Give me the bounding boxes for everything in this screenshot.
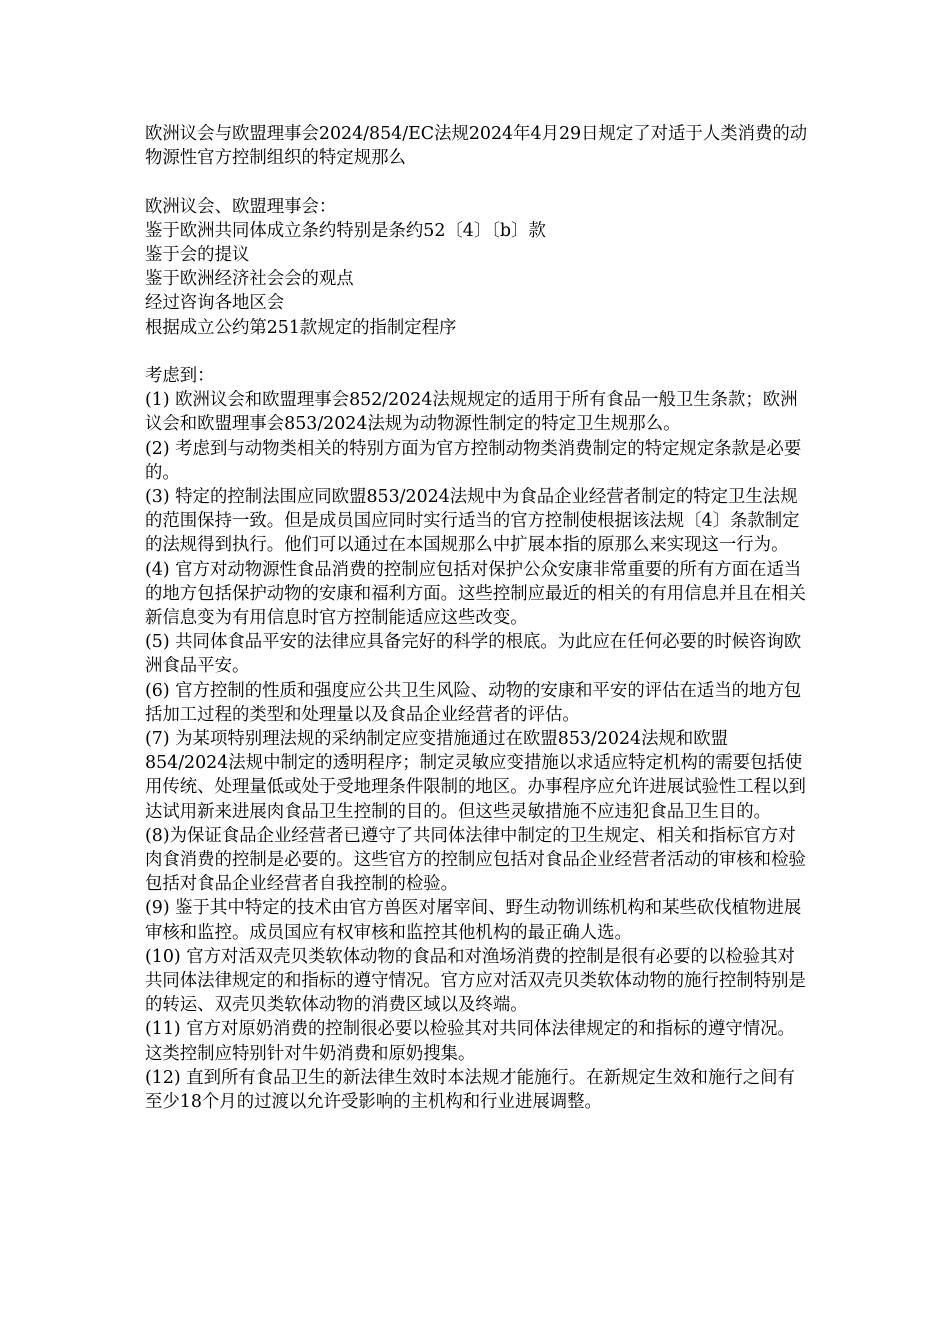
consideration-item: (1) 欧洲议会和欧盟理事会852/2024法规规定的适用于所有食品一般卫生条款；欧洲议会和欧盟理事会853/2024法规为动物源性制定的特定卫生规那么。: [145, 390, 798, 435]
consideration-item: (5) 共同体食品平安的法律应具备完好的科学的根底。为此应在任何必要的时候咨询欧洲食品平安。: [145, 632, 802, 677]
document-page: [145, 122, 810, 1114]
document-title: 欧洲议会与欧盟理事会2024/854/EC法规2024年4月29日规定了对适于人类消费的动物源性官方控制组织的特定规那么: [145, 124, 808, 169]
preamble-line: 鉴于会的提议: [145, 245, 250, 265]
preamble: [145, 195, 810, 340]
consideration-item: (7) 为某项特别理法规的采纳制定应变措施通过在欧盟853/2024法规和欧盟854/2024法规中制定的透明程序；制定灵敏应变措施以求适应特定机构的需要包括使用传统、处理量低或处于受地理条件限制的地区。办事程序应允许进展试验性工程以到达试用新来进展肉食品卫生控制的目的。但这些灵敏措施不应违犯食品卫生目的。: [145, 729, 806, 822]
considerations-heading: 考虑到：: [145, 366, 215, 386]
consideration-item: (8)为保证食品企业经营者已遵守了共同体法律中制定的卫生规定、相关和指标官方对肉食消费的控制是必要的。这些官方的控制应包括对食品企业经营者活动的审核和检验包括对食品企业经营者自我控制的检验。: [145, 825, 806, 895]
consideration-item: (9) 鉴于其中特定的技术由官方兽医对屠宰间、野生动物训练机构和某些砍伐植物进展审核和监控。成员国应有权审核和监控其他机构的最正确人选。: [145, 898, 802, 943]
consideration-item: (10) 官方对活双壳贝类软体动物的食品和对渔场消费的控制是很有必要的以检验其对共同体法律规定的和指标的遵守情况。官方应对活双壳贝类软体动物的施行控制特别是的转运、双壳贝类软体动物的消费区域以及终端。: [145, 946, 806, 1016]
consideration-item: (11) 官方对原奶消费的控制很必要以检验其对共同体法律规定的和指标的遵守情况。这类控制应特别针对牛奶消费和原奶搜集。: [145, 1019, 795, 1064]
preamble-line: 经过咨询各地区会: [145, 293, 285, 314]
spacer: [145, 340, 810, 364]
consideration-item: (2) 考虑到与动物类相关的特别方面为官方控制动物类消费制定的特定规定条款是必要的。: [145, 438, 802, 483]
considerations: [145, 364, 810, 1114]
preamble-line: 根据成立公约第251款规定的指制定程序: [145, 317, 457, 338]
preamble-heading: 欧洲议会、欧盟理事会：: [145, 196, 337, 217]
preamble-line: 鉴于欧洲共同体成立条约特别是条约52〔4〕〔b〕款: [145, 220, 546, 241]
consideration-item: (6) 官方控制的性质和强度应公共卫生风险、动物的安康和平安的评估在适当的地方包括加工过程的类型和处理量以及食品企业经营者的评估。: [145, 680, 802, 725]
preamble-line: 鉴于欧洲经济社会会的观点: [145, 269, 354, 290]
consideration-item: (3) 特定的控制法围应同欧盟853/2024法规中为食品企业经营者制定的特定卫生法规的范围保持一致。但是成员国应同时实行适当的官方控制使根据该法规〔4〕条款制定的法规得到执行。他们可以通过在本国规那么中扩展本指的原那么来实现这一行为。: [145, 487, 800, 556]
spacer: [145, 170, 810, 194]
consideration-item: (12) 直到所有食品卫生的新法律生效时本法规才能施行。在新规定生效和施行之间有至少18个月的过渡以允许受影响的主机构和行业进展调整。: [145, 1067, 795, 1113]
consideration-item: (4) 官方对动物源性食品消费的控制应包括对保护公众安康非常重要的所有方面在适当的地方包括保护动物的安康和福利方面。这些控制应最近的相关的有用信息并且在相关新信息变为有用信息时官方控制能适应这些改变。: [145, 559, 806, 629]
